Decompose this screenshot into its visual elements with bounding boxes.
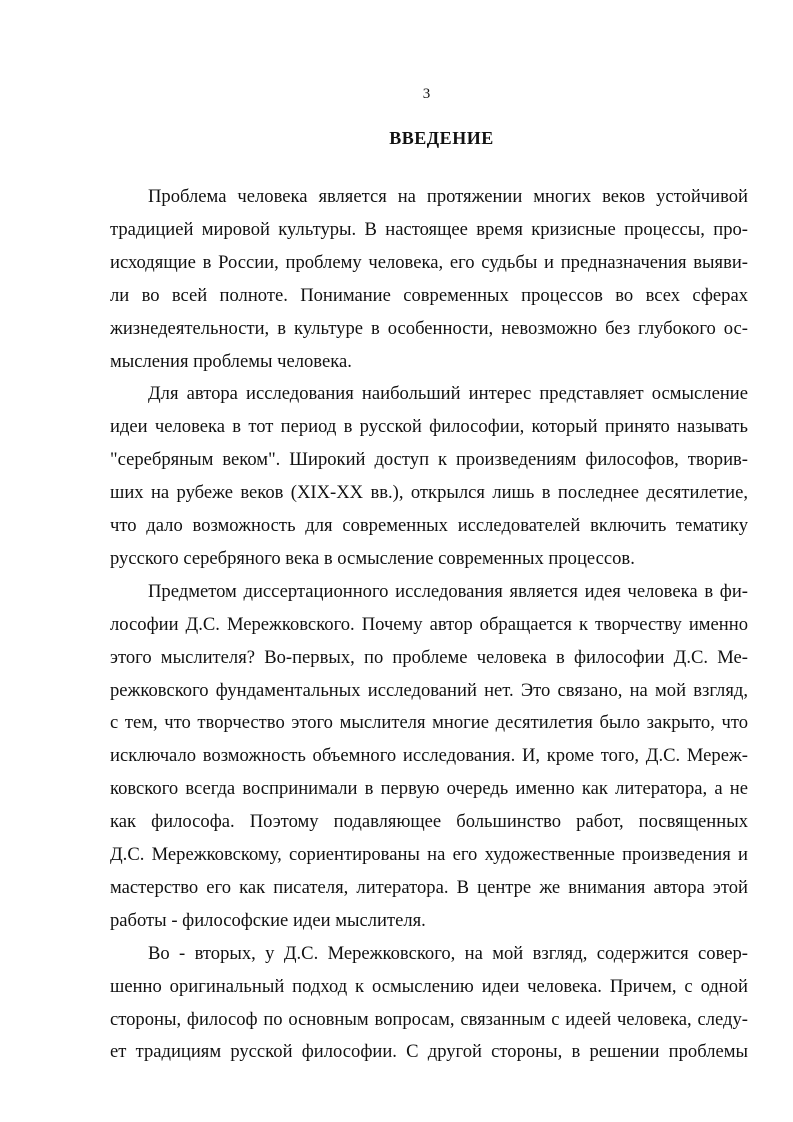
text-line: Проблема человека является на протяжении многих веков устойчивой xyxy=(148,186,748,207)
text-line: традицией мировой культуры. В настоящее время кризисные процессы, про- xyxy=(110,218,748,240)
text-line: работы - философские идеи мыслителя. xyxy=(110,909,426,931)
page-number: 3 xyxy=(422,86,431,102)
text-line: ших на рубеже веков (XIX-XX вв.), открылся лишь в последнее десятилетие, xyxy=(110,482,748,504)
text-line: ет традициям русской философии. С другой стороны, в решении проблемы xyxy=(110,1041,748,1063)
text-line: исходящие в России, проблему человека, его судьбы и предназначения выяви- xyxy=(110,251,748,273)
text-line: Во - вторых, у Д.С. Мережковского, на мой взгляд, содержится совер- xyxy=(148,942,748,964)
text-line: жизнедеятельности, в культуре в особенности, невозможно без глубокого ос- xyxy=(110,317,748,339)
text-line: как философа. Поэтому подавляющее большинство работ, посвященных xyxy=(110,811,748,833)
text-line: этого мыслителя? Во-первых, по проблеме человека в философии Д.С. Ме- xyxy=(110,646,748,668)
text-line: что дало возможность для современных исследователей включить тематику xyxy=(110,515,748,536)
text-line: с тем, что творчество этого мыслителя многие десятилетия было закрыто, что xyxy=(110,712,748,734)
text-line: мастерство его как писателя, литератора. В центре же внимания автора этой xyxy=(110,876,748,898)
text-line: Для автора исследования наибольший интерес представляет осмысление xyxy=(148,383,748,405)
page-title: ВВЕДЕНИЕ xyxy=(389,128,494,148)
text-line: "серебряным веком". Широкий доступ к произведениям философов, творив- xyxy=(110,449,748,471)
text-line: лософии Д.С. Мережковского. Почему автор обращается к творчеству именно xyxy=(110,613,748,635)
text-line: Д.С. Мережковскому, сориентированы на его художественные произведения и xyxy=(110,844,748,865)
text-line: Предметом диссертационного исследования является идея человека в фи- xyxy=(148,580,748,602)
text-line: стороны, философ по основным вопросам, связанным с идеей человека, следу- xyxy=(110,1008,748,1030)
text-line: исключало возможность объемного исследования. И, кроме того, Д.С. Мереж- xyxy=(110,745,748,767)
text-line: идеи человека в тот период в русской философии, который принято называть xyxy=(110,416,748,438)
text-line: режковского фундаментальных исследований нет. Это связано, на мой взгляд, xyxy=(110,679,748,701)
text-line: ли во всей полноте. Понимание современных процессов во всех сферах xyxy=(110,284,748,306)
text-line: мысления проблемы человека. xyxy=(110,350,352,372)
text-line: шенно оригинальный подход к осмыслению идеи человека. Причем, с одной xyxy=(110,975,748,997)
text-line: ковского всегда воспринимали в первую очередь именно как литератора, а не xyxy=(110,778,748,800)
text-line: русского серебряного века в осмысление современных процессов. xyxy=(110,547,635,569)
